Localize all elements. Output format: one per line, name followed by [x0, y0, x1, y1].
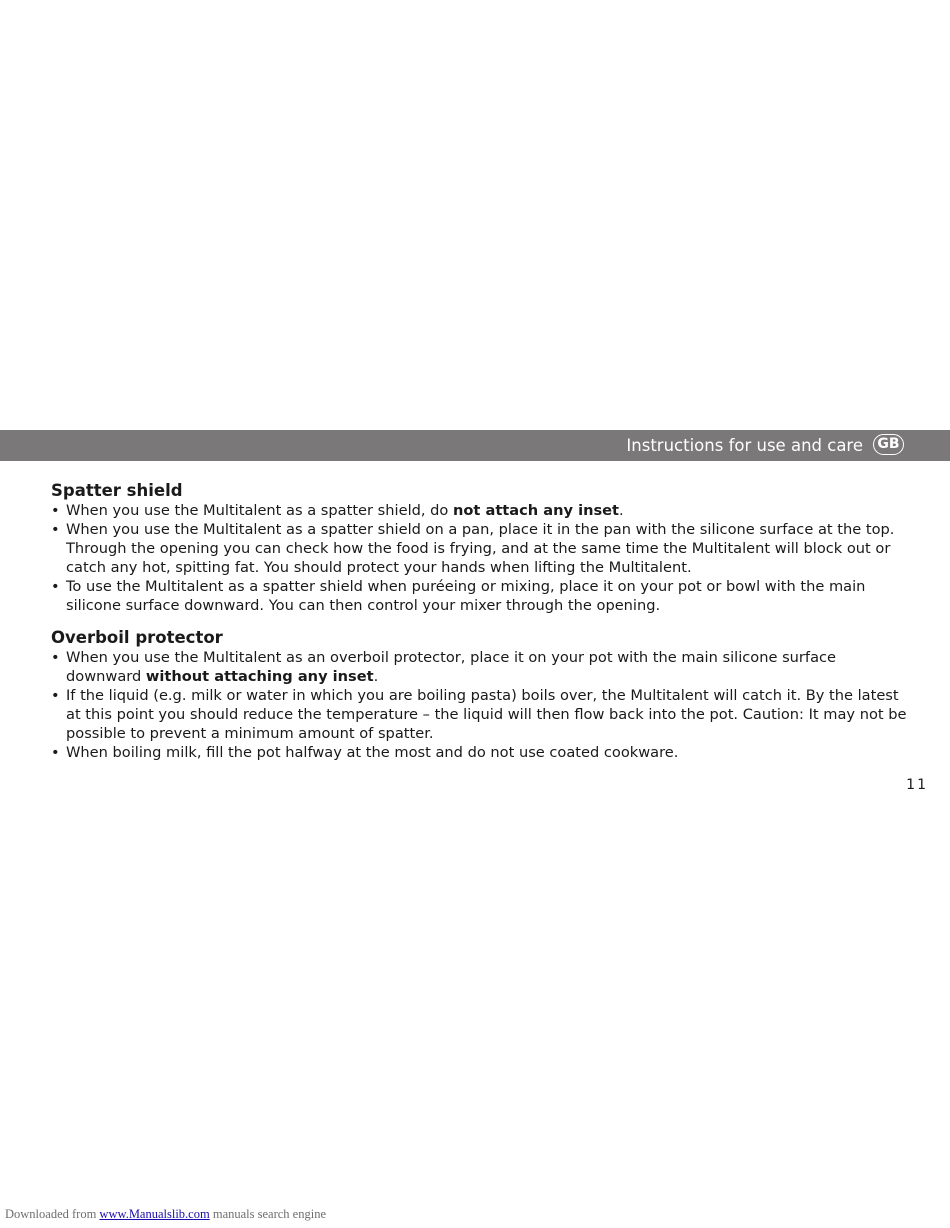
item-text: .: [619, 502, 624, 519]
item-text: If the liquid (e.g. milk or water in which you are boiling pasta) boils over, the Multitalent will catch it. By the latest at this point you should reduce the temperature – the liquid will then flow back into the pot. Caution: It may not be possible to prevent a minimum amount of spatter.: [66, 687, 907, 742]
page-number: 11: [906, 777, 928, 793]
manualslib-link[interactable]: www.Manualslib.com: [99, 1207, 210, 1221]
bullet-list: [51, 648, 911, 762]
download-footer: [5, 1207, 326, 1222]
footer-prefix: Downloaded from: [5, 1207, 100, 1221]
list-item: [51, 501, 911, 520]
item-text: To use the Multitalent as a spatter shield when puréeing or mixing, place it on your pot or bowl with the main silicone surface downward. You can then control your mixer through the opening.: [66, 578, 866, 614]
item-text: .: [373, 668, 379, 685]
bullet-dot-icon: •: [51, 744, 60, 761]
item-text: When you use the Multitalent as an overboil protector, place it on your pot with the main silicone surface downward: [66, 649, 837, 685]
list-item: [51, 686, 911, 743]
list-item: [51, 743, 911, 762]
section-heading: Spatter shield: [51, 481, 183, 500]
header-band: [0, 430, 950, 461]
bold-text: not attach any inset: [453, 502, 620, 519]
bold-text: without attaching any inset: [145, 668, 374, 685]
bullet-dot-icon: •: [51, 502, 60, 519]
item-text: When you use the Multitalent as a spatter shield, do: [66, 502, 453, 519]
list-item: [51, 577, 911, 615]
section-spacer: [51, 615, 911, 628]
list-item: [51, 520, 911, 577]
bullet-list: [51, 501, 911, 615]
bullet-dot-icon: •: [51, 687, 60, 704]
main-content: [51, 481, 911, 762]
footer-suffix: manuals search engine: [209, 1207, 326, 1221]
item-text: When boiling milk, fill the pot halfway at the most and do not use coated cookware.: [66, 744, 679, 761]
section-heading: Overboil protector: [51, 628, 223, 647]
bullet-dot-icon: •: [51, 649, 60, 666]
header-title: Instructions for use and care: [626, 436, 863, 455]
bullet-dot-icon: •: [51, 578, 60, 595]
list-item: [51, 648, 911, 686]
language-badge: GB: [873, 434, 904, 455]
bullet-dot-icon: •: [51, 521, 60, 538]
item-text: When you use the Multitalent as a spatter shield on a pan, place it in the pan with the silicone surface at the top. Through the opening you can check how the food is frying, and at the same time the Multitalent will block out or catch any hot, spitting fat. You should protect your hands when lifting the Multitalent.: [66, 521, 895, 576]
